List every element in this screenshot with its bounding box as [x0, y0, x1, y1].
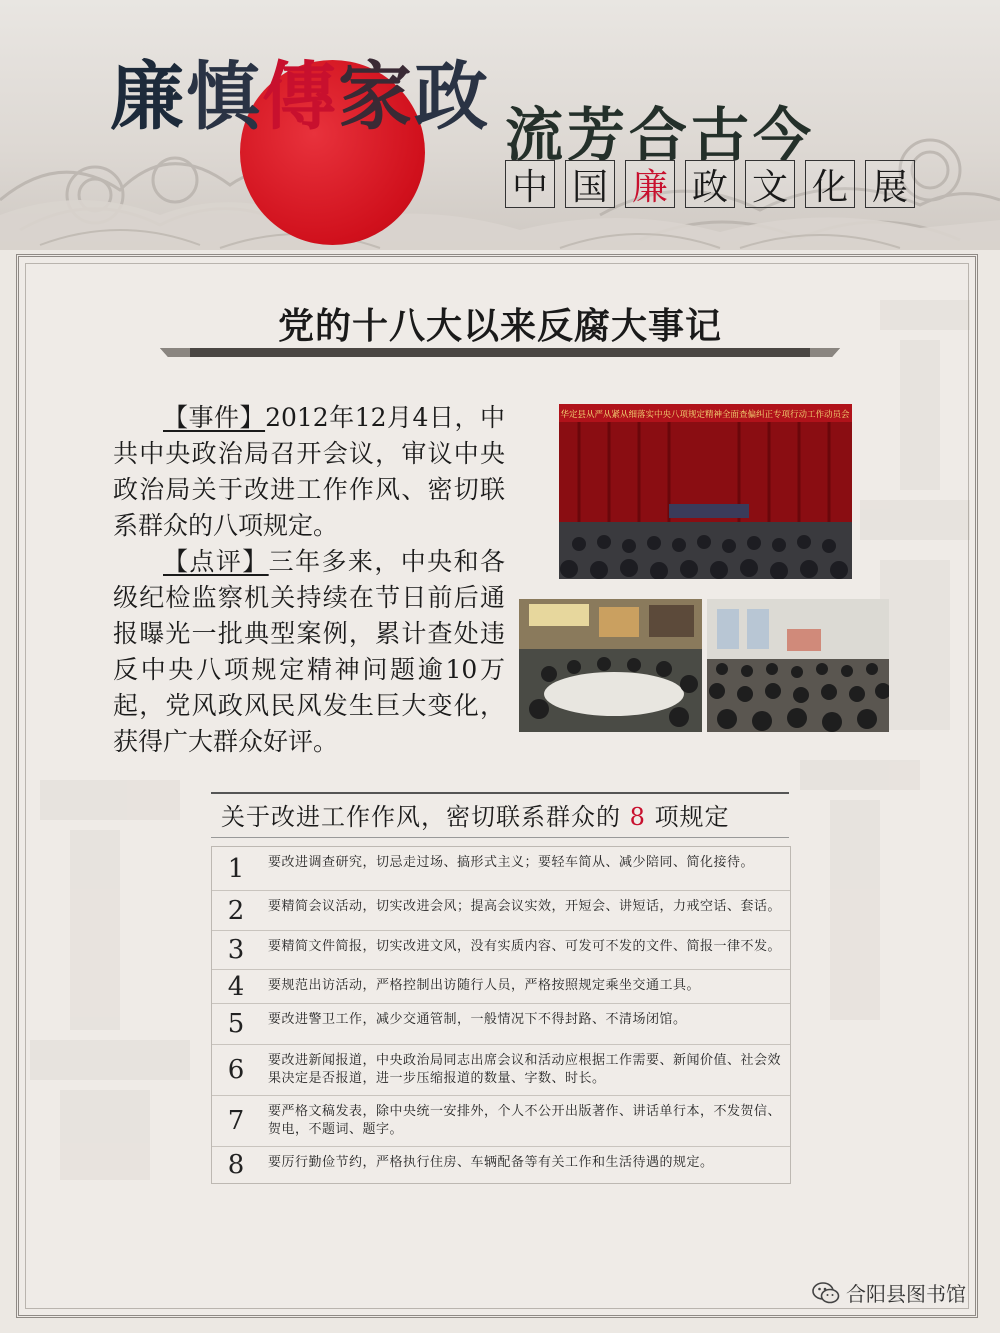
classroom-photo-image — [707, 599, 889, 732]
rule-item-1 — [212, 847, 790, 891]
rule-item-2 — [212, 891, 790, 931]
rule-number: 2 — [227, 895, 245, 926]
roundtable-photo-image — [519, 599, 702, 732]
banner-title-line2: 流芳合古今 — [505, 101, 816, 169]
meeting-photo-main — [559, 404, 852, 579]
rule-item-8 — [212, 1147, 790, 1183]
rule-item-3 — [212, 931, 790, 970]
rule-number: 4 — [227, 971, 245, 1002]
rule-number: 5 — [227, 1009, 245, 1039]
rule-item-6 — [212, 1045, 790, 1096]
account-name: 合阳县图书馆 — [846, 1282, 966, 1306]
rule-number: 1 — [227, 853, 245, 884]
comment-tag: 【点评】 — [163, 547, 269, 576]
rule-text: 要改进新闻报道，中央政治局同志出席会议和活动应根据工作需要、新闻价值、社会效果决定是否报道，进一步压缩报道的数量、字数、时长。 — [268, 1053, 782, 1086]
rule-text: 要严格文稿发表，除中央统一安排外，个人不公开出版著作、讲话单行本，不发贺信、贺电，不题词、题字。 — [268, 1104, 782, 1137]
footer-watermark — [812, 1278, 966, 1307]
rules-list — [211, 846, 791, 1184]
event-paragraph: 【事件】2012年12月4日，中共中央政治局召开会议，审议中央政治局关于改进工作作风、密切联系群众的八项规定。 — [113, 403, 505, 540]
article-body — [113, 400, 505, 760]
meeting-photo-classroom — [707, 599, 889, 732]
rule-text: 要精简文件简报，切实改进文风，没有实质内容、可发可不发的文件、简报一律不发。 — [268, 939, 782, 954]
event-tag: 【事件】 — [163, 403, 266, 432]
comment-paragraph: 【点评】三年多来，中央和各级纪检监察机关持续在节日前后通报曝光一批典型案例，累计查处违反中央八项规定精神问题逾10万起，党风政风民风发生巨大变化，获得广大群众好评。 — [113, 547, 505, 756]
meeting-photo-roundtable — [519, 599, 702, 732]
rule-text: 要改进调查研究，切忌走过场、搞形式主义；要轻车简从、减少陪同、简化接待。 — [268, 855, 755, 870]
page-title: 党的十八大以来反腐大事记 — [277, 305, 722, 347]
rule-text: 要改进警卫工作，减少交通管制，一般情况下不得封路、不清场闭馆。 — [268, 1012, 687, 1027]
meeting-photo-image — [559, 404, 852, 579]
rule-text: 要精简会议活动，切实改进会风；提高会议实效，开短会、讲短话，力戒空话、套话。 — [268, 899, 782, 914]
wechat-icon — [812, 1282, 840, 1304]
meeting-banner-text: 华定县从严从紧从细落实中央八项规定精神全面查偏纠正专项行动工作动员会 — [560, 410, 850, 420]
title-underline-decoration — [160, 348, 840, 358]
banner-subtitle: 中 国 廉 政 文 化 展 — [505, 160, 915, 208]
rule-number: 7 — [227, 1106, 245, 1136]
rule-number: 6 — [227, 1055, 245, 1085]
rules-count: 8 — [629, 803, 646, 831]
rule-number: 8 — [227, 1150, 245, 1180]
rule-item-4 — [212, 970, 790, 1004]
rule-text: 要厉行勤俭节约，严格执行住房、车辆配备等有关工作和生活待遇的规定。 — [268, 1155, 714, 1170]
rule-item-5 — [212, 1004, 790, 1045]
rule-text: 要规范出访活动，严格控制出访随行人员，严格按照规定乘坐交通工具。 — [268, 978, 701, 993]
rule-number: 3 — [227, 935, 245, 965]
rule-item-7 — [212, 1096, 790, 1147]
banner-title-line1: 廉慎傳家政 — [110, 54, 490, 140]
rules-title: 关于改进工作作风，密切联系群众的 8 项规定 — [211, 792, 789, 838]
